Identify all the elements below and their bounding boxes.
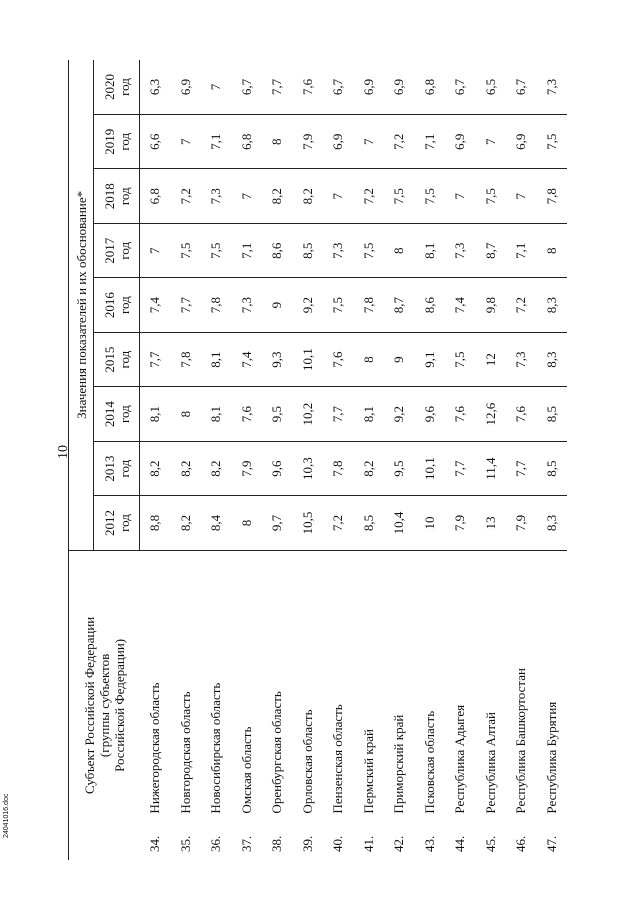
value-cell: 8,5 bbox=[354, 496, 385, 550]
year-label: 2020 bbox=[101, 74, 117, 101]
value-cell: 9,6 bbox=[415, 387, 446, 441]
value-cell: 7,7 bbox=[323, 387, 354, 441]
subject-header-line-3: Российской Федерации) bbox=[111, 638, 127, 772]
year-label: 2016 bbox=[101, 292, 117, 319]
value-cell: 7,4 bbox=[140, 278, 171, 332]
value-cell: 7 bbox=[232, 169, 263, 223]
value-cell: 6,7 bbox=[232, 60, 263, 115]
value-cell: 10,1 bbox=[415, 441, 446, 495]
value-cell: 8,1 bbox=[140, 387, 171, 441]
value-cell: 8,2 bbox=[171, 441, 202, 495]
value-cell: 8,3 bbox=[537, 332, 568, 386]
value-cell: 7,5 bbox=[537, 115, 568, 169]
value-cell: 7,7 bbox=[445, 441, 476, 495]
value-cell: 6,7 bbox=[323, 60, 354, 115]
year-unit: год bbox=[116, 132, 132, 151]
value-cell: 8,2 bbox=[140, 441, 171, 495]
year-header bbox=[94, 278, 140, 332]
value-cell: 7,7 bbox=[140, 332, 171, 386]
value-cell: 8,2 bbox=[293, 169, 324, 223]
year-unit: год bbox=[116, 514, 132, 532]
value-cell: 7,6 bbox=[506, 387, 537, 441]
value-cell: 13 bbox=[476, 496, 507, 550]
value-cell: 6,5 bbox=[476, 60, 507, 115]
value-cell: 9 bbox=[262, 278, 293, 332]
value-cell: 7,5 bbox=[476, 169, 507, 223]
value-cell: 8,1 bbox=[415, 223, 446, 277]
value-cell: 8,6 bbox=[262, 223, 293, 277]
value-cell: 7,6 bbox=[232, 387, 263, 441]
value-cell: 12,6 bbox=[476, 387, 507, 441]
row-number: 47. bbox=[543, 835, 559, 852]
year-label: 2019 bbox=[101, 128, 117, 155]
value-cell: 7,1 bbox=[232, 223, 263, 277]
year-header bbox=[94, 223, 140, 277]
value-cell: 7,5 bbox=[415, 169, 446, 223]
year-unit: год bbox=[116, 405, 132, 423]
indicator-table bbox=[68, 60, 567, 860]
value-cell: 10 bbox=[415, 496, 446, 550]
value-cell: 6,8 bbox=[415, 60, 446, 115]
value-cell: 7,6 bbox=[323, 332, 354, 386]
value-cell: 9,6 bbox=[262, 441, 293, 495]
value-cell: 8,5 bbox=[537, 387, 568, 441]
indicator-table-rotated bbox=[68, 60, 568, 860]
year-header bbox=[94, 169, 140, 223]
value-cell: 7,8 bbox=[537, 169, 568, 223]
value-cell: 7,2 bbox=[506, 278, 537, 332]
year-label: 2012 bbox=[101, 510, 117, 537]
subject-name: Оренбургская область bbox=[269, 691, 285, 814]
value-cell: 9,5 bbox=[262, 387, 293, 441]
page-number: 10 bbox=[56, 445, 71, 459]
value-cell: 8 bbox=[232, 496, 263, 550]
value-cell: 10,2 bbox=[293, 387, 324, 441]
value-cell: 7,4 bbox=[445, 278, 476, 332]
table-row bbox=[415, 60, 446, 860]
value-cell: 10,4 bbox=[384, 496, 415, 550]
table-row bbox=[232, 60, 263, 860]
value-cell: 6,8 bbox=[140, 169, 171, 223]
value-cell: 7,4 bbox=[232, 332, 263, 386]
subject-name: Республика Башкортостан bbox=[513, 668, 529, 814]
row-number: 41. bbox=[360, 835, 376, 852]
row-number: 42. bbox=[391, 835, 407, 852]
subject-header-line-2: (группы субъектов bbox=[96, 653, 112, 758]
year-label: 2018 bbox=[101, 183, 117, 210]
value-cell: 7,9 bbox=[506, 496, 537, 550]
year-header bbox=[94, 441, 140, 495]
value-cell: 7,5 bbox=[201, 223, 232, 277]
subject-name: Нижегородская область bbox=[147, 682, 162, 814]
row-number: 38. bbox=[269, 835, 285, 852]
value-cell: 7,9 bbox=[232, 441, 263, 495]
value-cell: 6,9 bbox=[171, 60, 202, 115]
value-cell: 12 bbox=[476, 332, 507, 386]
year-label: 2017 bbox=[101, 237, 117, 264]
value-cell: 7,5 bbox=[323, 278, 354, 332]
year-header bbox=[94, 332, 140, 386]
value-cell: 7 bbox=[476, 115, 507, 169]
value-cell: 7,7 bbox=[262, 60, 293, 115]
value-cell: 10,3 bbox=[293, 441, 324, 495]
row-number: 35. bbox=[177, 835, 193, 852]
value-cell: 6,3 bbox=[140, 60, 171, 115]
value-cell: 7,5 bbox=[445, 332, 476, 386]
value-cell: 7,8 bbox=[323, 441, 354, 495]
value-cell: 9,7 bbox=[262, 496, 293, 550]
row-number: 45. bbox=[482, 835, 498, 852]
row-number: 44. bbox=[452, 835, 468, 852]
table-row bbox=[293, 60, 324, 860]
subject-name: Пермский край bbox=[360, 729, 376, 814]
year-header bbox=[94, 115, 140, 169]
table-row bbox=[323, 60, 354, 860]
value-cell: 7,2 bbox=[171, 169, 202, 223]
subject-name: Псковская область bbox=[421, 710, 437, 814]
value-cell: 7,8 bbox=[171, 332, 202, 386]
value-cell: 9,2 bbox=[384, 387, 415, 441]
value-cell: 6,9 bbox=[445, 115, 476, 169]
row-number: 34. bbox=[147, 835, 162, 852]
value-cell: 7,5 bbox=[384, 169, 415, 223]
value-cell: 7 bbox=[323, 169, 354, 223]
value-cell: 8,2 bbox=[354, 441, 385, 495]
value-cell: 8,1 bbox=[354, 387, 385, 441]
value-cell: 7,8 bbox=[201, 278, 232, 332]
subject-header-line-1: Субъект Российской Федерации bbox=[81, 616, 97, 795]
subject-name: Республика Бурятия bbox=[543, 701, 559, 814]
value-cell: 8 bbox=[262, 115, 293, 169]
subject-name: Приморский край bbox=[391, 714, 407, 814]
value-cell: 7 bbox=[171, 115, 202, 169]
value-cell: 6,7 bbox=[445, 60, 476, 115]
value-cell: 7,7 bbox=[506, 441, 537, 495]
value-cell: 8,2 bbox=[201, 441, 232, 495]
value-cell: 9,2 bbox=[293, 278, 324, 332]
table-row bbox=[476, 60, 507, 860]
value-cell: 8,1 bbox=[201, 332, 232, 386]
value-cell: 10,1 bbox=[293, 332, 324, 386]
value-cell: 8,3 bbox=[537, 278, 568, 332]
value-cell: 10,5 bbox=[293, 496, 324, 550]
year-unit: год bbox=[116, 241, 132, 260]
year-unit: год bbox=[116, 78, 132, 96]
row-number: 39. bbox=[299, 835, 315, 852]
year-unit: год bbox=[116, 350, 132, 369]
value-cell: 7,3 bbox=[537, 60, 568, 115]
value-cell: 7,9 bbox=[445, 496, 476, 550]
table-row bbox=[140, 60, 171, 860]
table-row bbox=[537, 60, 568, 860]
table-row bbox=[445, 60, 476, 860]
value-cell: 6,9 bbox=[323, 115, 354, 169]
value-cell: 8,2 bbox=[171, 496, 202, 550]
value-cell: 9,1 bbox=[415, 332, 446, 386]
value-cell: 8,8 bbox=[140, 496, 171, 550]
footer-filename: 24041016.doc bbox=[3, 793, 10, 838]
value-cell: 7,1 bbox=[415, 115, 446, 169]
value-cell: 7,8 bbox=[354, 278, 385, 332]
table-row bbox=[171, 60, 202, 860]
values-group-header: Значения показателей и их обоснование* bbox=[69, 60, 94, 550]
subject-name: Новгородская область bbox=[177, 691, 193, 814]
row-number: 46. bbox=[513, 835, 529, 852]
value-cell: 9,5 bbox=[384, 441, 415, 495]
subject-name: Пензенская область bbox=[330, 704, 346, 814]
row-number: 43. bbox=[421, 835, 437, 852]
value-cell: 7,1 bbox=[201, 115, 232, 169]
year-label: 2015 bbox=[101, 346, 117, 373]
value-cell: 6,6 bbox=[140, 115, 171, 169]
value-cell: 8,3 bbox=[537, 496, 568, 550]
row-number: 36. bbox=[208, 835, 224, 852]
value-cell: 6,9 bbox=[506, 115, 537, 169]
value-cell: 8,7 bbox=[384, 278, 415, 332]
value-cell: 8,1 bbox=[201, 387, 232, 441]
value-cell: 8,2 bbox=[262, 169, 293, 223]
value-cell: 8 bbox=[354, 332, 385, 386]
value-cell: 7 bbox=[506, 169, 537, 223]
row-number: 37. bbox=[238, 835, 254, 852]
value-cell: 7,5 bbox=[171, 223, 202, 277]
row-number: 40. bbox=[330, 835, 346, 852]
year-label: 2014 bbox=[101, 401, 117, 428]
value-cell: 7,3 bbox=[323, 223, 354, 277]
value-cell: 8,6 bbox=[415, 278, 446, 332]
year-unit: год bbox=[116, 459, 132, 478]
value-cell: 7,3 bbox=[232, 278, 263, 332]
value-cell: 8 bbox=[537, 223, 568, 277]
value-cell: 7 bbox=[140, 223, 171, 277]
table-body bbox=[140, 60, 568, 860]
value-cell: 7,9 bbox=[293, 115, 324, 169]
value-cell: 8,4 bbox=[201, 496, 232, 550]
table-row bbox=[354, 60, 385, 860]
value-cell: 9 bbox=[384, 332, 415, 386]
value-cell: 7 bbox=[201, 60, 232, 115]
subject-name: Новосибирская область bbox=[208, 682, 224, 814]
value-cell: 7,7 bbox=[171, 278, 202, 332]
value-cell: 11,4 bbox=[476, 441, 507, 495]
value-cell: 8,7 bbox=[476, 223, 507, 277]
value-cell: 6,8 bbox=[232, 115, 263, 169]
value-cell: 7,2 bbox=[384, 115, 415, 169]
value-cell: 8 bbox=[171, 387, 202, 441]
value-cell: 7,3 bbox=[506, 332, 537, 386]
value-cell: 7,2 bbox=[323, 496, 354, 550]
value-cell: 9,8 bbox=[476, 278, 507, 332]
table-row bbox=[262, 60, 293, 860]
subject-name: Республика Алтай bbox=[482, 712, 498, 814]
value-cell: 7,5 bbox=[354, 223, 385, 277]
subject-name: Республика Адыгея bbox=[452, 704, 468, 814]
value-cell: 7,3 bbox=[201, 169, 232, 223]
subject-name: Омская область bbox=[238, 726, 254, 814]
table-row bbox=[384, 60, 415, 860]
value-cell: 7 bbox=[445, 169, 476, 223]
subject-column-header bbox=[69, 550, 140, 860]
table-row bbox=[201, 60, 232, 860]
year-label: 2013 bbox=[101, 455, 117, 482]
value-cell: 7,2 bbox=[354, 169, 385, 223]
year-header bbox=[94, 496, 140, 550]
value-cell: 7 bbox=[354, 115, 385, 169]
value-cell: 7,1 bbox=[506, 223, 537, 277]
value-cell: 7,3 bbox=[445, 223, 476, 277]
value-cell: 8 bbox=[384, 223, 415, 277]
year-header bbox=[94, 387, 140, 441]
value-cell: 6,9 bbox=[354, 60, 385, 115]
year-unit: год bbox=[116, 296, 132, 315]
value-cell: 8,5 bbox=[537, 441, 568, 495]
year-header bbox=[94, 60, 140, 115]
value-cell: 6,7 bbox=[506, 60, 537, 115]
value-cell: 6,9 bbox=[384, 60, 415, 115]
table-row bbox=[506, 60, 537, 860]
value-cell: 8,5 bbox=[293, 223, 324, 277]
value-cell: 7,6 bbox=[293, 60, 324, 115]
year-unit: год bbox=[116, 187, 132, 206]
subject-name: Орловская область bbox=[299, 709, 315, 814]
value-cell: 7,6 bbox=[445, 387, 476, 441]
value-cell: 9,3 bbox=[262, 332, 293, 386]
